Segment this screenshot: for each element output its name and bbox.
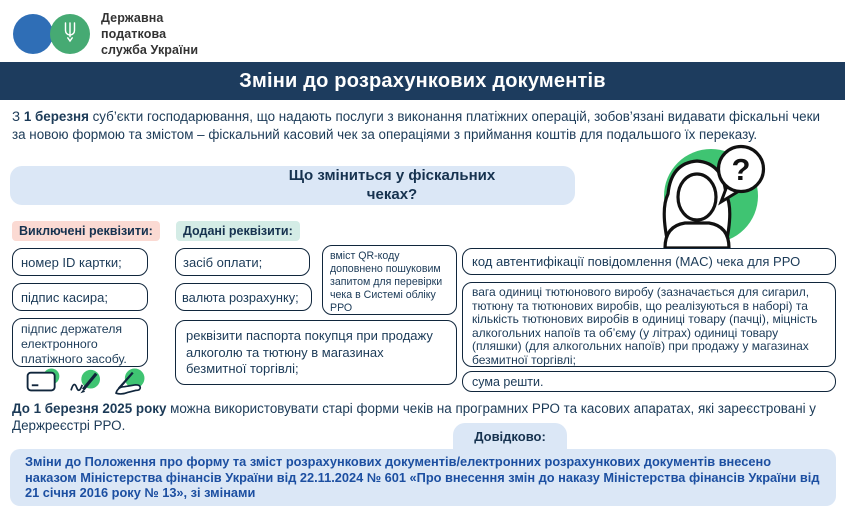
added-item-box: вага одиниці тютюнового виробу (зазначається для сигарил, тютюну та тютюнових виробів, що реалізуються в наборі) та кількість тютюнових виробів в одиниці товару (пачці), міцність алкогольних напоїв та об’єму (у літрах) одиниці товару (пляшки) (для алкогольних напоїв) при продажу у магазинах безмитної торгівлі; <box>462 282 836 367</box>
reference-box: Зміни до Положення про форму та зміст розрахункових документів/електронних розрахункових документів внесено наказом Міністерства фінансів України від 22.11.2024 № 601 «Про внесення змін до наказу Міністерства фінансів України від 21 січня 2016 року № 13», зі змінами <box>10 449 836 506</box>
excluded-item-box: номер ID картки; <box>12 248 148 276</box>
title-bar <box>0 62 845 100</box>
svg-text:?: ? <box>731 152 751 187</box>
deadline-note <box>12 400 836 435</box>
excluded-item-box: підпис касира; <box>12 283 148 311</box>
trident-icon <box>61 21 79 48</box>
logo-green-circle <box>50 14 90 54</box>
added-item-box: сума решти. <box>462 371 836 392</box>
logo <box>13 10 198 58</box>
added-item-box: валюта розрахунку; <box>175 283 312 311</box>
question-banner-title: Що зміниться у фіскальних чеках? <box>288 167 496 203</box>
woman-question-illustration <box>643 142 768 253</box>
intro-pre: З <box>12 109 24 124</box>
intro-paragraph <box>12 108 836 144</box>
page-title: Зміни до розрахункових документів <box>239 69 606 92</box>
payment-card-icon <box>26 368 60 401</box>
org-name-line: податкова <box>101 27 167 41</box>
logo-blue-circle <box>13 14 53 54</box>
question-banner <box>10 166 575 205</box>
reference-tab: Довідково: <box>453 423 567 449</box>
added-item-box: код автентифікації повідомлення (MAC) чека для РРО <box>462 248 836 275</box>
org-name-line: служба України <box>101 43 199 57</box>
deadline-note-bold: До 1 березня 2025 року <box>12 401 167 416</box>
excluded-item-box: підпис держателя електронного платіжного засобу. <box>12 318 148 367</box>
added-requisites-label: Додані реквізити: <box>176 221 300 241</box>
signing-hand-icon <box>112 368 148 401</box>
excluded-requisites-label: Виключені реквізити: <box>12 221 160 241</box>
signature-pen-icon <box>69 368 103 401</box>
added-passport-box: реквізити паспорта покупця при продажу алкоголю та тютюну в магазинах безмитної торгівлі; <box>175 320 457 385</box>
intro-rest: суб’єкти господарювання, що надають послуги з виконання платіжних операцій, зобов’язані видавати фіскальні чеки за новою формою та змістом – фіскальний касовий чек за операціями з приймання коштів для подальшого їх переказу. <box>12 109 820 142</box>
deadline-note-rest: можна використовувати старі форми чеків на програмних РРО та касових апаратах, які зареєстровані у Держреєстрі РРО. <box>12 401 816 434</box>
added-qr-box: вміст QR-коду доповнено пошуковим запитом для перевірки чека в Системі обліку РРО <box>322 245 457 315</box>
org-name-line: Державна <box>101 11 164 25</box>
added-item-box: засіб оплати; <box>175 248 310 276</box>
payment-icons-row <box>26 368 148 401</box>
intro-date-bold: 1 березня <box>23 109 89 124</box>
org-name <box>101 10 198 58</box>
